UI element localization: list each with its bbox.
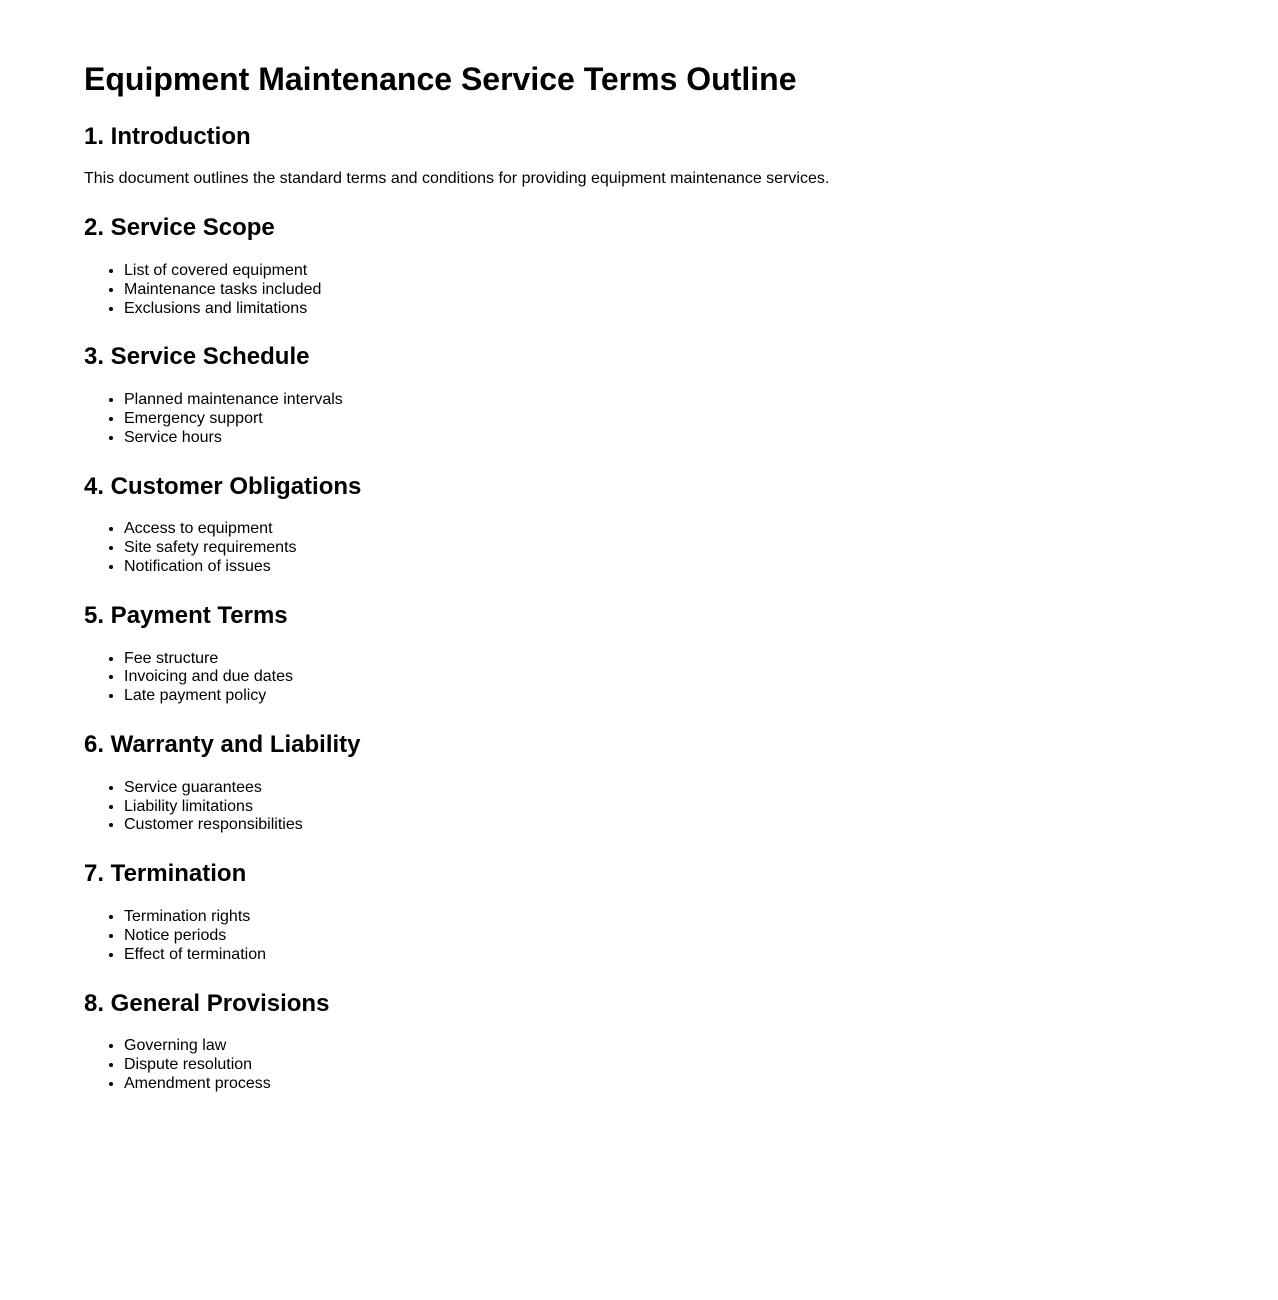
section-bullet-list bbox=[84, 520, 1234, 577]
list-item: • Notification of issues bbox=[124, 558, 1234, 577]
section-heading: 3. Service Schedule bbox=[84, 343, 310, 371]
list-item: • Termination rights bbox=[124, 908, 1234, 927]
list-item: • Effect of termination bbox=[124, 946, 1234, 965]
section-heading: 8. General Provisions bbox=[84, 989, 330, 1017]
list-item: • Dispute resolution bbox=[124, 1056, 1234, 1075]
list-item: • Amendment process bbox=[124, 1075, 1234, 1094]
section-paragraph: This document outlines the standard terms and conditions for providing equipment maintenance services. bbox=[84, 170, 830, 188]
list-item: • Notice periods bbox=[124, 927, 1234, 946]
list-item: • Planned maintenance intervals bbox=[124, 391, 1234, 410]
section-heading: 2. Service Scope bbox=[84, 214, 275, 242]
list-item: • Emergency support bbox=[124, 410, 1234, 429]
doc-section bbox=[84, 214, 1234, 318]
section-bullet-list bbox=[84, 908, 1234, 965]
list-item: • Service hours bbox=[124, 429, 1234, 448]
list-item: • Site safety requirements bbox=[124, 539, 1234, 558]
section-heading: 4. Customer Obligations bbox=[84, 472, 362, 500]
list-item: • Customer responsibilities bbox=[124, 816, 1234, 835]
list-item: • Governing law bbox=[124, 1037, 1234, 1056]
list-item: • Service guarantees bbox=[124, 779, 1234, 798]
list-item: • Late payment policy bbox=[124, 687, 1234, 706]
doc-section bbox=[84, 343, 1234, 447]
section-bullet-list bbox=[84, 650, 1234, 707]
doc-section bbox=[84, 990, 1234, 1094]
list-item: • Invoicing and due dates bbox=[124, 668, 1234, 687]
doc-section bbox=[84, 602, 1234, 706]
section-heading: 6. Warranty and Liability bbox=[84, 731, 361, 759]
list-item: • List of covered equipment bbox=[124, 262, 1234, 281]
list-item: • Maintenance tasks included bbox=[124, 281, 1234, 300]
list-item: • Access to equipment bbox=[124, 520, 1234, 539]
section-heading: 5. Payment Terms bbox=[84, 601, 288, 629]
section-heading: 7. Termination bbox=[84, 860, 247, 888]
doc-section bbox=[84, 860, 1234, 964]
section-bullet-list bbox=[84, 262, 1234, 319]
page-title: Equipment Maintenance Service Terms Outline bbox=[84, 61, 797, 97]
doc-section bbox=[84, 731, 1234, 835]
sections-container bbox=[84, 123, 1234, 1094]
list-item: • Fee structure bbox=[124, 650, 1234, 669]
section-heading: 1. Introduction bbox=[84, 122, 251, 150]
doc-section bbox=[84, 473, 1234, 577]
list-item: • Exclusions and limitations bbox=[124, 300, 1234, 319]
section-bullet-list bbox=[84, 391, 1234, 448]
doc-section bbox=[84, 123, 1234, 189]
list-item: • Liability limitations bbox=[124, 798, 1234, 817]
section-bullet-list bbox=[84, 779, 1234, 836]
section-bullet-list bbox=[84, 1037, 1234, 1094]
